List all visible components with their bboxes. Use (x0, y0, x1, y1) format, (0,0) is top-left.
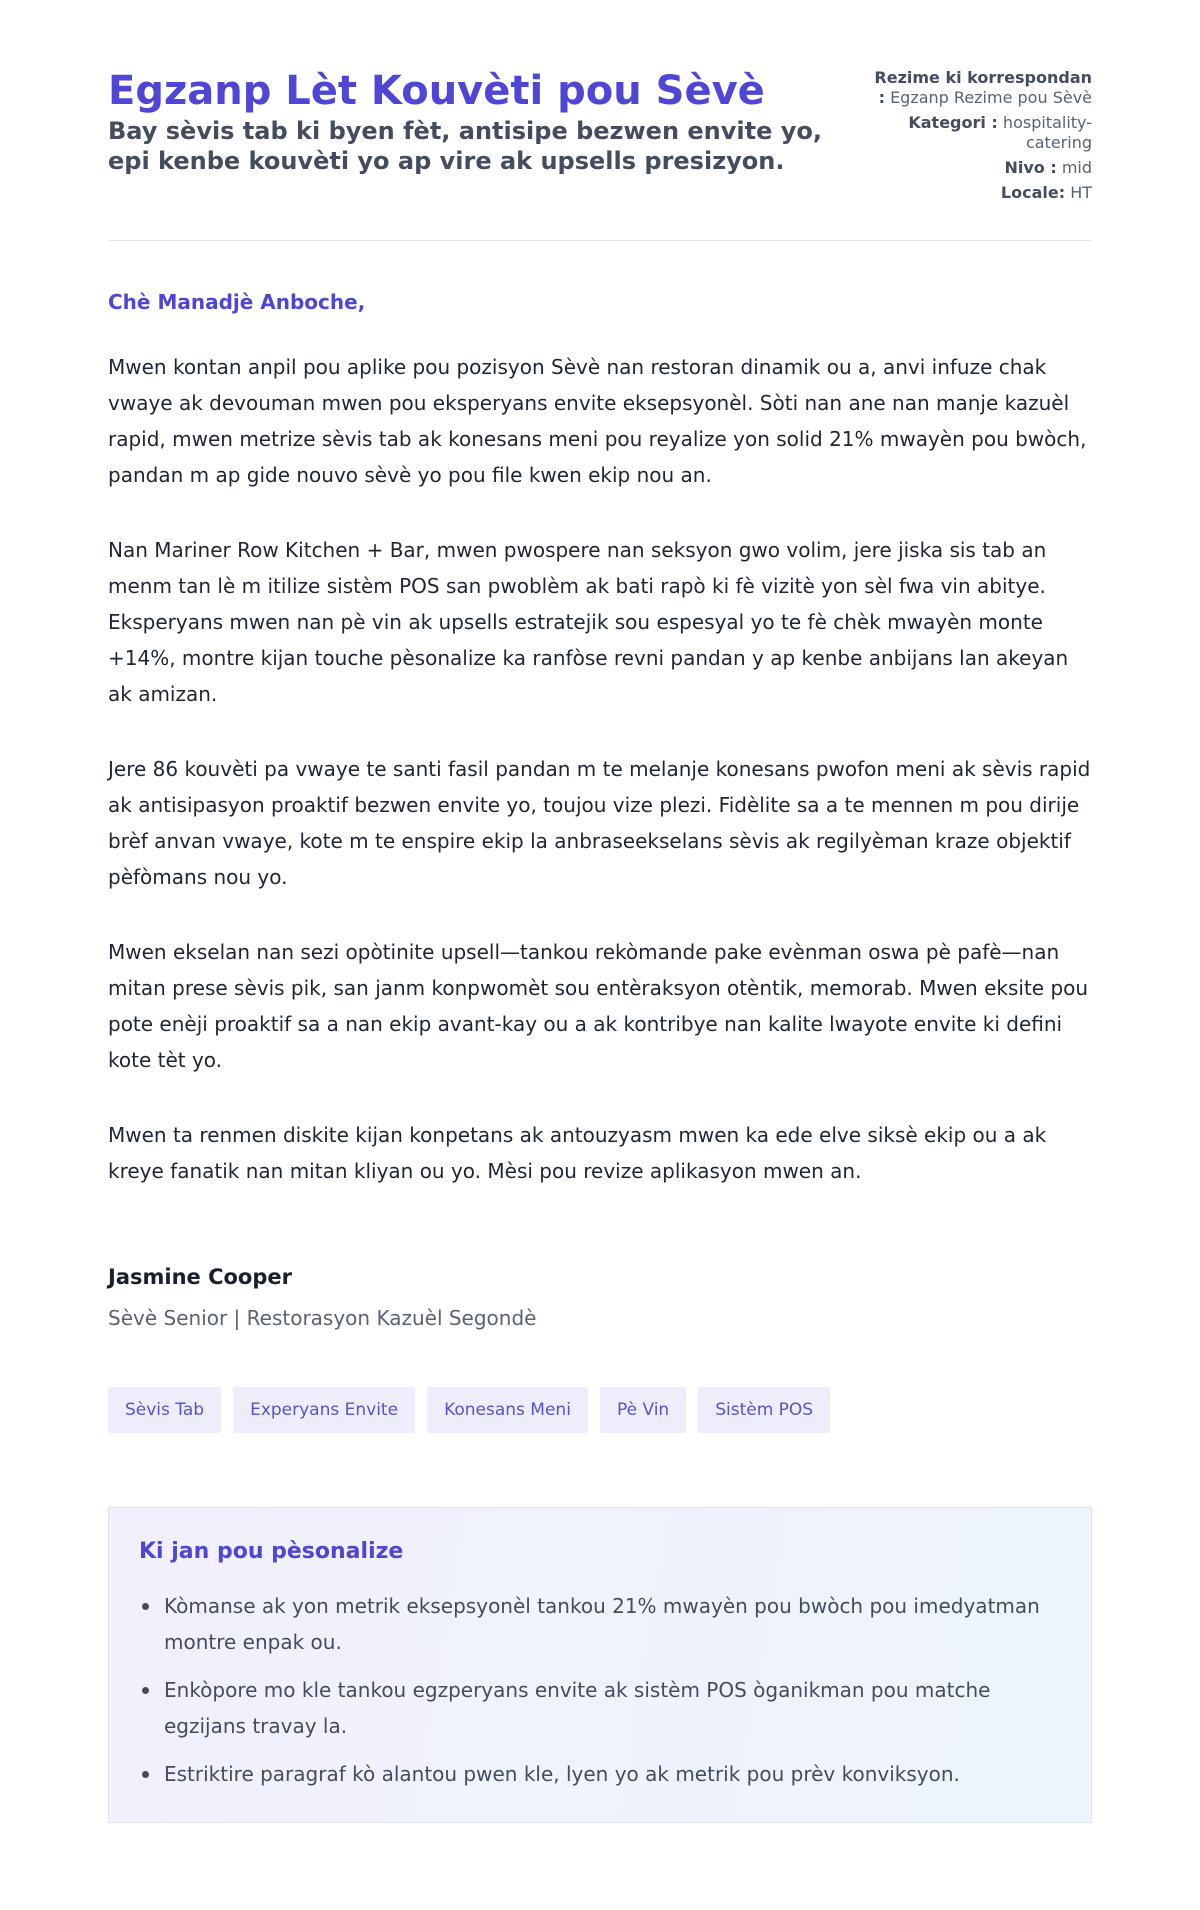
customization-tips (108, 1507, 1092, 1823)
skill-tag: Sistèm POS (698, 1387, 830, 1433)
skill-tag: Experyans Envite (233, 1387, 415, 1433)
skill-tag: Konesans Meni (427, 1387, 588, 1433)
meta-level (872, 158, 1092, 178)
tips-title: Ki jan pou pèsonalize (139, 1539, 404, 1564)
letter-paragraph: Mwen ta renmen diskite kijan konpetans ak antouzyasm mwen ka ede elve siksè ekip ou a ak kreye fanatik nan mitan kliyan ou yo. Mèsi pou revize aplikasyon mwen an. (108, 1123, 1047, 1183)
page-title: Egzanp Lèt Kouvèti pou Sèvè (108, 68, 765, 114)
letter-paragraph: Mwen kontan anpil pou aplike pou pozisyon Sèvè nan restoran dinamik ou a, anvi infuze chak vwaye ak devouman mwen pou eksperyans envite eksepsyonèl. Sòti nan ane nan manje kazuèl rapid, mwen metrize sèvis tab ak konesans meni pou reyalize yon solid 21% mwayèn pou bwòch, pandan m ap gide nouvo sèvè yo pou file kwen ekip nou an. (108, 355, 1087, 487)
letter-paragraph: Mwen ekselan nan sezi opòtinite upsell—tankou rekòmande pake evènman oswa pè pafè—nan mitan prese sèvis pik, san janm konpwomèt sou entèraksyon otèntik, memorab. Mwen eksite pou pote enèji proaktif sa a nan ekip avant-kay ou a ak kontribye nan kalite lwayote envite ki defini kote tèt yo. (108, 940, 1089, 1072)
tip-item: Kòmanse ak yon metrik eksepsyonèl tankou 21% mwayèn pou bwòch pou imedyatman montre enpak ou. (139, 1588, 1061, 1660)
letter-body (108, 241, 1092, 1823)
signature-role: Sèvè Senior | Restorasyon Kazuèl Segondè (108, 1306, 537, 1330)
meta-summary-value: Egzanp Rezime pou Sèvè (890, 88, 1092, 107)
meta-summary-label: Rezime ki korrespondan : (874, 68, 1092, 107)
meta-category (872, 113, 1092, 153)
tips-list (139, 1588, 1061, 1792)
meta-level-value: mid (1061, 158, 1092, 177)
signature (108, 1263, 1092, 1331)
meta-locale-label: Locale: (1000, 183, 1066, 202)
tip-item: Estriktire paragraf kò alantou pwen kle, lyen yo ak metrik pou prèv konviksyon. (139, 1756, 1061, 1792)
letter-paragraph: Nan Mariner Row Kitchen + Bar, mwen pwospere nan seksyon gwo volim, jere jiska sis tab an menm tan lè m itilize sistèm POS san pwoblèm ak bati rapò ki fè vizitè yon sèl fwa vin abitye. Eksperyans mwen nan pè vin ak upsells estratejik sou espesyal yo te fè chèk mwayèn monte +14%, montre kijan touche pèsonalize ka ranfòse revni pandan y ap kenbe anbijans lan akeyan ak amizan. (108, 538, 1069, 706)
skill-tags (108, 1387, 1092, 1433)
skill-tag: Sèvis Tab (108, 1387, 221, 1433)
meta-locale (872, 183, 1092, 203)
meta-category-label: Kategori : (908, 113, 998, 132)
meta-summary (872, 68, 1092, 108)
signature-name: Jasmine Cooper (108, 1265, 292, 1289)
letter-greeting: Chè Manadjè Anboche, (108, 290, 366, 314)
header (108, 68, 1092, 241)
skill-tag: Pè Vin (600, 1387, 686, 1433)
meta-locale-value: HT (1070, 183, 1092, 202)
meta-level-label: Nivo : (1004, 158, 1057, 177)
letter-paragraph: Jere 86 kouvèti pa vwaye te santi fasil pandan m te melanje konesans pwofon meni ak sèvis rapid ak antisipasyon proaktif bezwen envite yo, toujou vize plezi. Fidèlite sa a te mennen m pou dirije brèf anvan vwaye, kote m te enspire ekip la anbraseekselans sèvis ak regilyèman kraze objektif pèfòmans nou yo. (108, 757, 1091, 889)
page-subtitle: Bay sèvis tab ki byen fèt, antisipe bezwen envite yo, epi kenbe kouvèti yo ap vire ak upsells presizyon. (108, 117, 822, 175)
header-left (108, 68, 828, 176)
meta-category-value: hospitality-catering (1002, 113, 1092, 152)
meta-panel (872, 68, 1092, 208)
tip-item: Enkòpore mo kle tankou egzperyans envite ak sistèm POS òganikman pou matche egzijans travay la. (139, 1672, 1061, 1744)
